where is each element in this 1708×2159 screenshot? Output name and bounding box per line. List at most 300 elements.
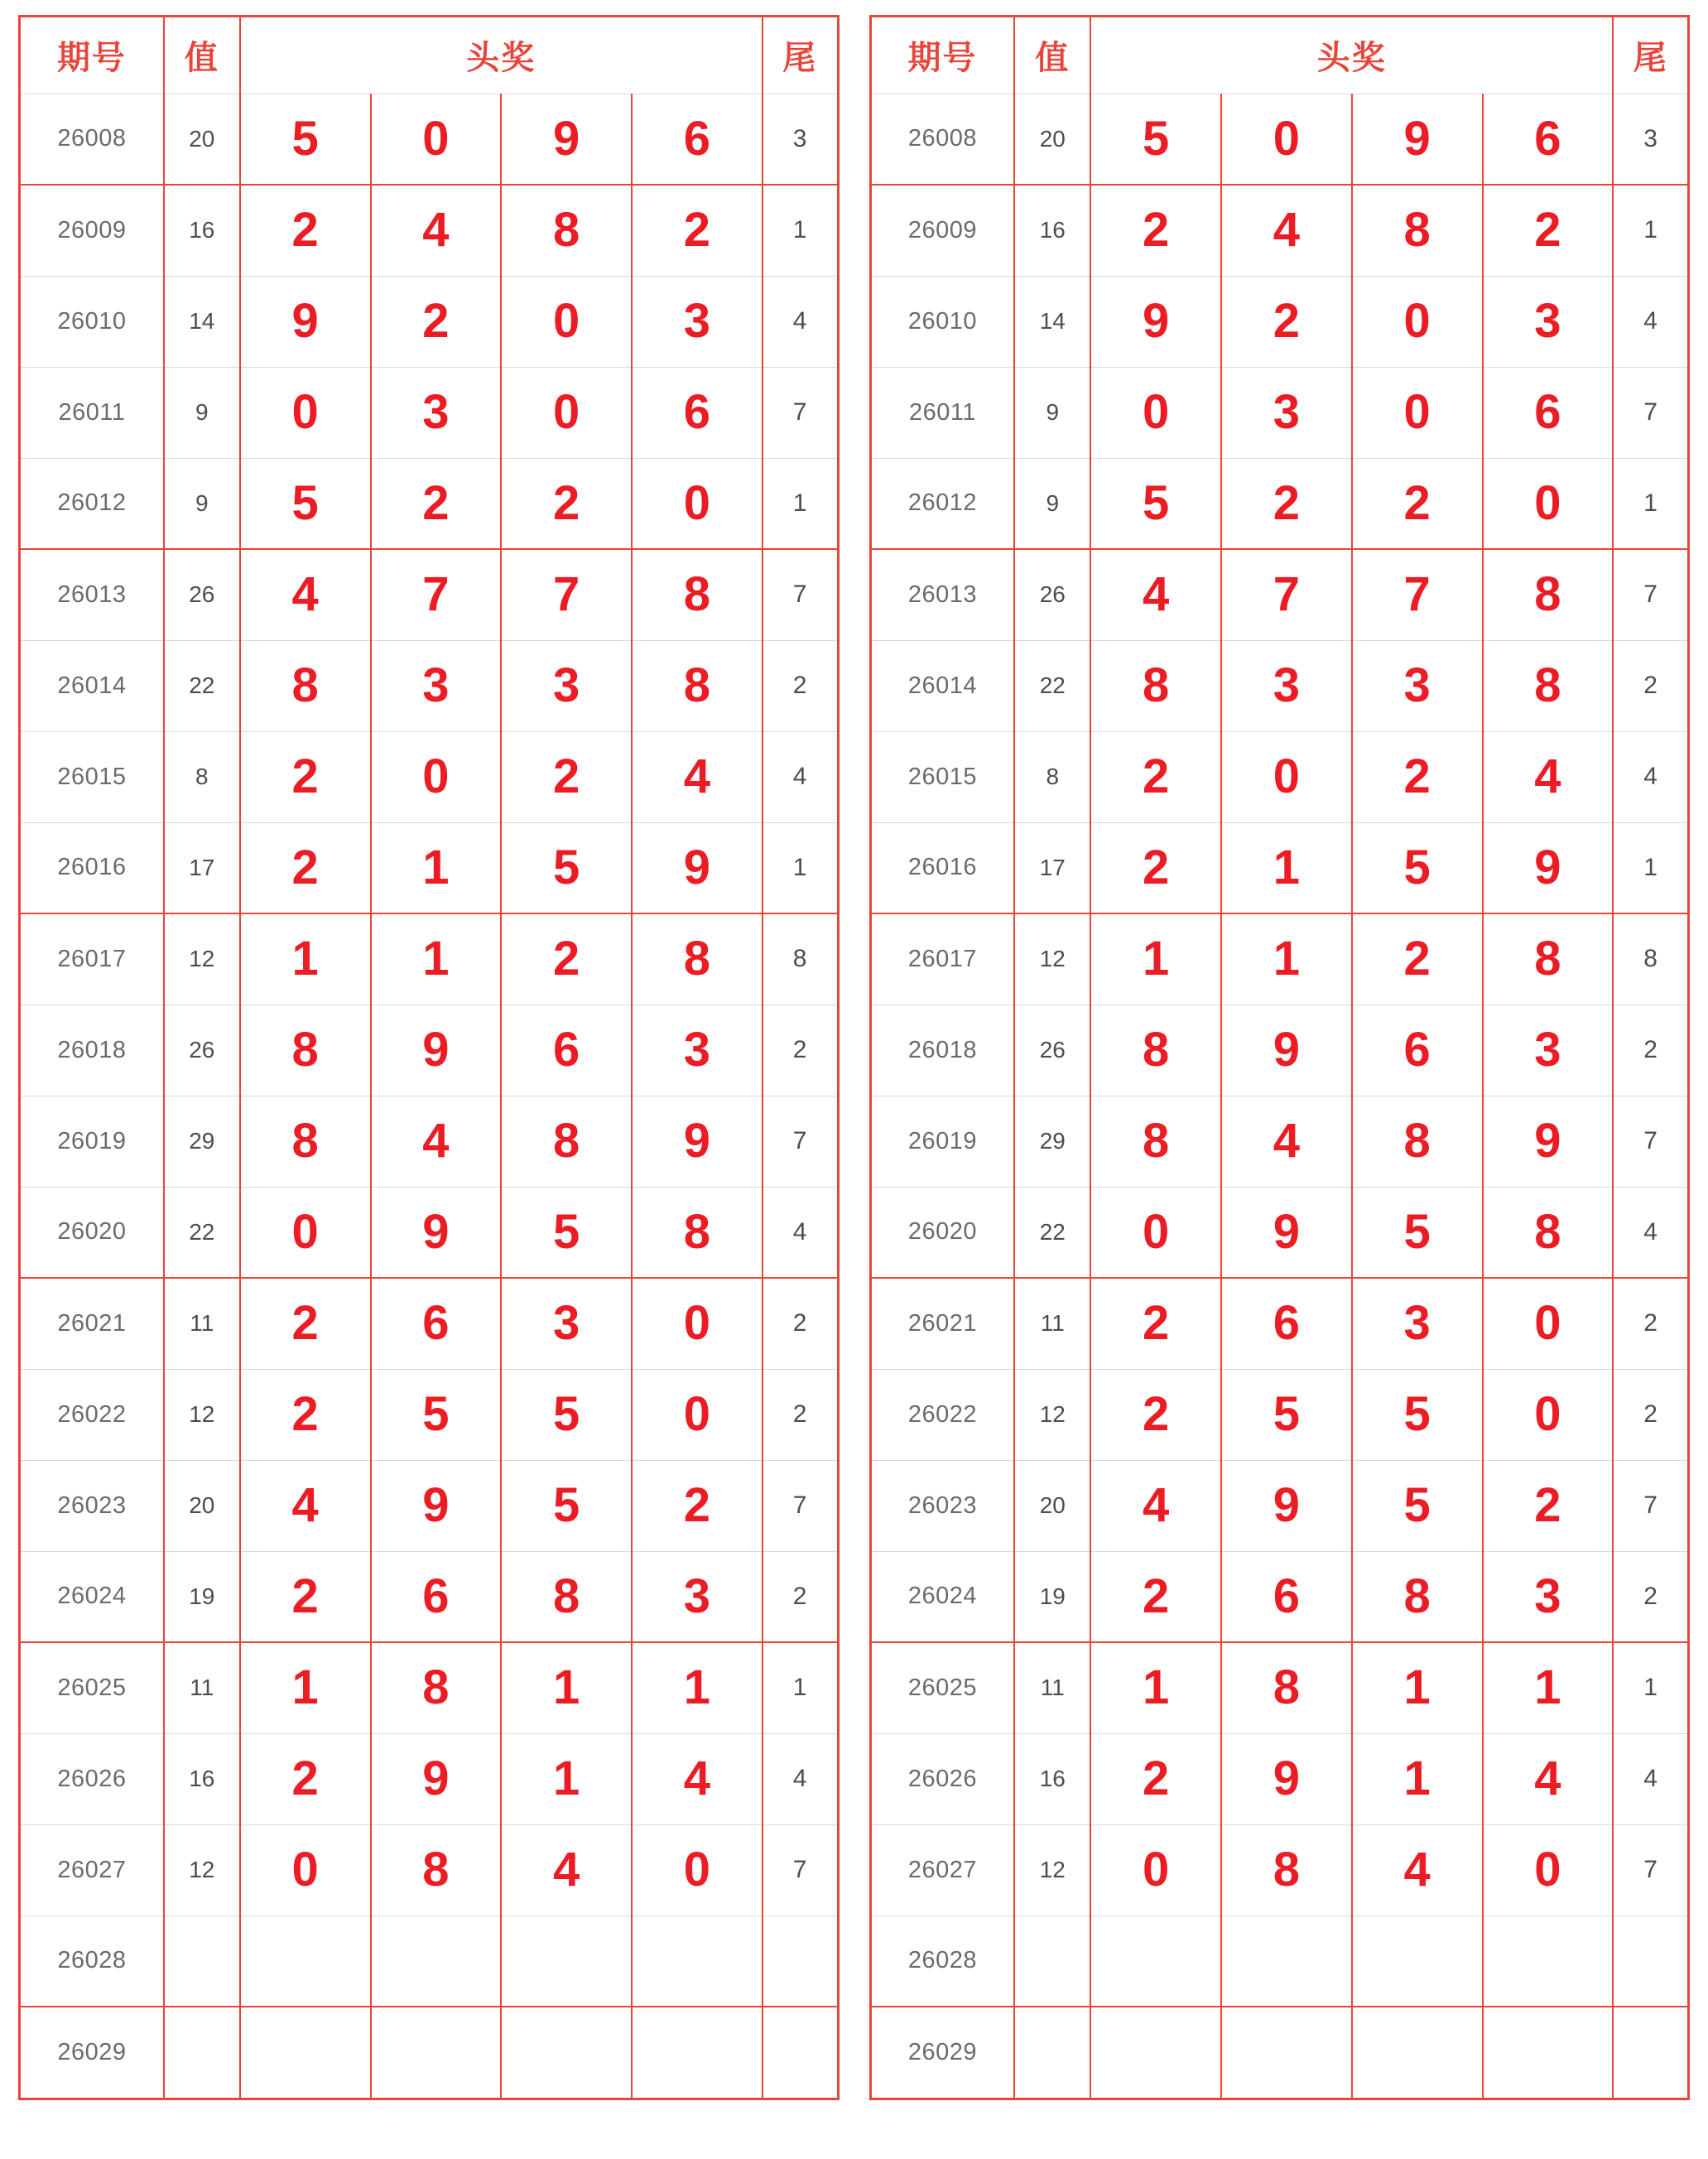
cell-digit-2: 0 xyxy=(371,94,502,185)
cell-digit-4: 3 xyxy=(632,1551,763,1642)
cell-digit-2: 0 xyxy=(1221,731,1352,822)
cell-digit-2: 9 xyxy=(1221,1005,1352,1096)
table-row xyxy=(872,1551,1688,1642)
header-row xyxy=(872,17,1688,94)
cell-issue: 26018 xyxy=(872,1005,1015,1096)
cell-tail: 7 xyxy=(763,1096,837,1187)
cell-digit-3: 5 xyxy=(1352,1369,1483,1460)
cell-tail: 2 xyxy=(763,1369,837,1460)
cell-issue: 26016 xyxy=(872,822,1015,913)
table-row xyxy=(872,458,1688,549)
cell-digit-2: 1 xyxy=(1221,822,1352,913)
cell-issue: 26013 xyxy=(21,549,164,640)
cell-issue: 26011 xyxy=(21,367,164,458)
table-row xyxy=(872,2007,1688,2098)
cell-value xyxy=(164,1916,240,2007)
cell-digit-1: 4 xyxy=(240,1460,371,1551)
cell-issue: 26027 xyxy=(21,1824,164,1916)
cell-tail: 2 xyxy=(763,1551,837,1642)
cell-tail: 4 xyxy=(1613,1733,1687,1824)
cell-tail: 2 xyxy=(1613,640,1687,731)
cell-digit-1: 8 xyxy=(240,1005,371,1096)
table-row xyxy=(872,640,1688,731)
cell-digit-4: 0 xyxy=(632,1278,763,1369)
table-row xyxy=(872,1005,1688,1096)
cell-digit-3: 3 xyxy=(501,1278,632,1369)
cell-digit-1: 2 xyxy=(240,1369,371,1460)
table-row xyxy=(21,185,837,276)
cell-digit-4: 8 xyxy=(632,913,763,1005)
cell-digit-1: 2 xyxy=(1090,822,1221,913)
cell-digit-4 xyxy=(1483,2007,1614,2098)
cell-value: 8 xyxy=(1014,731,1090,822)
cell-digit-1: 8 xyxy=(1090,640,1221,731)
cell-digit-1: 8 xyxy=(1090,1005,1221,1096)
cell-digit-1: 8 xyxy=(1090,1096,1221,1187)
cell-tail: 7 xyxy=(763,549,837,640)
cell-issue: 26026 xyxy=(872,1733,1015,1824)
header-tail: 尾 xyxy=(763,17,837,94)
cell-digit-1: 2 xyxy=(1090,1369,1221,1460)
cell-digit-4: 2 xyxy=(1483,185,1614,276)
cell-tail: 1 xyxy=(763,1642,837,1733)
cell-tail: 4 xyxy=(763,1733,837,1824)
cell-digit-1: 5 xyxy=(240,458,371,549)
cell-issue: 26015 xyxy=(872,731,1015,822)
cell-digit-4: 1 xyxy=(632,1642,763,1733)
cell-issue: 26009 xyxy=(21,185,164,276)
cell-digit-4: 0 xyxy=(632,458,763,549)
cell-digit-2: 9 xyxy=(1221,1460,1352,1551)
cell-digit-1: 5 xyxy=(240,94,371,185)
cell-digit-3: 5 xyxy=(501,1460,632,1551)
cell-digit-1: 1 xyxy=(1090,913,1221,1005)
cell-digit-3: 1 xyxy=(501,1642,632,1733)
cell-digit-1: 0 xyxy=(240,1187,371,1278)
cell-digit-4: 9 xyxy=(632,822,763,913)
cell-digit-3: 0 xyxy=(1352,276,1483,367)
cell-tail: 2 xyxy=(763,1005,837,1096)
cell-value: 12 xyxy=(1014,1369,1090,1460)
cell-digit-1: 2 xyxy=(1090,1551,1221,1642)
table-row xyxy=(872,1642,1688,1733)
cell-tail: 2 xyxy=(1613,1278,1687,1369)
cell-issue: 26022 xyxy=(21,1369,164,1460)
cell-tail: 7 xyxy=(1613,1824,1687,1916)
cell-issue: 26028 xyxy=(872,1916,1015,2007)
cell-digit-1: 4 xyxy=(1090,1460,1221,1551)
cell-digit-3: 4 xyxy=(501,1824,632,1916)
table-row xyxy=(21,1460,837,1551)
cell-digit-4 xyxy=(632,2007,763,2098)
cell-digit-4: 4 xyxy=(632,1733,763,1824)
cell-digit-3 xyxy=(1352,2007,1483,2098)
cell-digit-1: 2 xyxy=(1090,1733,1221,1824)
cell-tail: 2 xyxy=(763,1278,837,1369)
cell-digit-3: 1 xyxy=(1352,1642,1483,1733)
cell-issue: 26020 xyxy=(21,1187,164,1278)
cell-digit-2 xyxy=(1221,1916,1352,2007)
cell-digit-2: 8 xyxy=(1221,1642,1352,1733)
cell-issue: 26015 xyxy=(21,731,164,822)
cell-digit-3: 9 xyxy=(1352,94,1483,185)
cell-value: 19 xyxy=(1014,1551,1090,1642)
table-row xyxy=(872,731,1688,822)
cell-digit-3: 1 xyxy=(1352,1733,1483,1824)
cell-digit-2: 6 xyxy=(1221,1278,1352,1369)
left-panel xyxy=(18,15,840,2100)
header-row xyxy=(21,17,837,94)
cell-digit-2: 6 xyxy=(371,1551,502,1642)
cell-value: 17 xyxy=(164,822,240,913)
cell-issue: 26012 xyxy=(21,458,164,549)
cell-digit-3: 5 xyxy=(1352,822,1483,913)
cell-digit-1: 4 xyxy=(1090,549,1221,640)
cell-tail: 4 xyxy=(763,1187,837,1278)
table-row xyxy=(872,1096,1688,1187)
cell-digit-4: 8 xyxy=(1483,549,1614,640)
table-row xyxy=(21,1369,837,1460)
cell-value: 26 xyxy=(1014,1005,1090,1096)
cell-tail: 1 xyxy=(763,458,837,549)
cell-digit-4: 8 xyxy=(632,1187,763,1278)
cell-tail: 2 xyxy=(1613,1551,1687,1642)
cell-value: 9 xyxy=(1014,367,1090,458)
table-row xyxy=(21,1733,837,1824)
cell-digit-4: 8 xyxy=(1483,913,1614,1005)
cell-digit-3: 8 xyxy=(1352,1551,1483,1642)
table-row xyxy=(21,276,837,367)
cell-issue: 26014 xyxy=(21,640,164,731)
cell-tail xyxy=(1613,1916,1687,2007)
cell-digit-3 xyxy=(1352,1916,1483,2007)
cell-digit-3: 2 xyxy=(501,458,632,549)
cell-digit-3: 2 xyxy=(501,913,632,1005)
table-row xyxy=(872,185,1688,276)
cell-issue: 26024 xyxy=(21,1551,164,1642)
cell-digit-3: 5 xyxy=(501,822,632,913)
table-body-left xyxy=(21,94,837,2098)
cell-tail: 7 xyxy=(1613,367,1687,458)
cell-digit-1: 0 xyxy=(1090,367,1221,458)
cell-digit-2: 3 xyxy=(371,640,502,731)
table-row xyxy=(872,822,1688,913)
cell-tail: 8 xyxy=(1613,913,1687,1005)
cell-digit-4: 8 xyxy=(1483,640,1614,731)
cell-value: 12 xyxy=(164,1824,240,1916)
cell-digit-4: 6 xyxy=(1483,94,1614,185)
cell-value: 14 xyxy=(1014,276,1090,367)
cell-value xyxy=(164,2007,240,2098)
cell-issue: 26013 xyxy=(872,549,1015,640)
cell-tail: 4 xyxy=(1613,276,1687,367)
cell-digit-1: 8 xyxy=(240,640,371,731)
table-row xyxy=(21,1824,837,1916)
cell-value: 26 xyxy=(164,549,240,640)
cell-digit-1: 2 xyxy=(1090,1278,1221,1369)
table-row xyxy=(872,1916,1688,2007)
cell-digit-2: 9 xyxy=(371,1460,502,1551)
cell-digit-4 xyxy=(632,1916,763,2007)
table-row xyxy=(21,549,837,640)
cell-value: 22 xyxy=(164,640,240,731)
cell-value: 22 xyxy=(1014,640,1090,731)
table-row xyxy=(872,1278,1688,1369)
cell-tail: 1 xyxy=(763,185,837,276)
cell-value: 29 xyxy=(164,1096,240,1187)
cell-digit-3: 0 xyxy=(501,367,632,458)
cell-digit-4: 8 xyxy=(632,549,763,640)
cell-digit-2: 7 xyxy=(1221,549,1352,640)
cell-digit-4: 3 xyxy=(1483,276,1614,367)
cell-digit-1: 5 xyxy=(1090,94,1221,185)
cell-issue: 26025 xyxy=(872,1642,1015,1733)
cell-value: 19 xyxy=(164,1551,240,1642)
cell-digit-1: 2 xyxy=(240,1551,371,1642)
cell-digit-4: 8 xyxy=(1483,1187,1614,1278)
cell-digit-4: 3 xyxy=(1483,1551,1614,1642)
cell-tail: 1 xyxy=(1613,1642,1687,1733)
cell-digit-2: 1 xyxy=(371,913,502,1005)
cell-digit-3: 1 xyxy=(501,1733,632,1824)
cell-digit-2: 8 xyxy=(1221,1824,1352,1916)
cell-tail: 7 xyxy=(1613,549,1687,640)
cell-digit-4: 0 xyxy=(632,1369,763,1460)
cell-digit-2: 4 xyxy=(371,1096,502,1187)
table-row xyxy=(21,1551,837,1642)
cell-digit-4: 4 xyxy=(632,731,763,822)
cell-tail: 4 xyxy=(1613,731,1687,822)
cell-digit-2: 9 xyxy=(1221,1187,1352,1278)
cell-digit-4: 2 xyxy=(632,1460,763,1551)
cell-issue: 26020 xyxy=(872,1187,1015,1278)
lottery-table xyxy=(21,17,837,2098)
cell-digit-1: 1 xyxy=(1090,1642,1221,1733)
cell-digit-3: 2 xyxy=(1352,913,1483,1005)
cell-value xyxy=(1014,2007,1090,2098)
cell-digit-3: 8 xyxy=(501,1096,632,1187)
cell-tail xyxy=(763,1916,837,2007)
cell-digit-1: 1 xyxy=(240,1642,371,1733)
cell-tail: 3 xyxy=(763,94,837,185)
cell-digit-4: 8 xyxy=(632,640,763,731)
cell-digit-3: 5 xyxy=(1352,1187,1483,1278)
cell-digit-4: 4 xyxy=(1483,1733,1614,1824)
cell-tail: 2 xyxy=(1613,1369,1687,1460)
table-row xyxy=(872,1369,1688,1460)
cell-digit-3: 4 xyxy=(1352,1824,1483,1916)
header-value: 值 xyxy=(1014,17,1090,94)
cell-digit-2: 5 xyxy=(1221,1369,1352,1460)
cell-digit-3: 3 xyxy=(1352,1278,1483,1369)
cell-issue: 26025 xyxy=(21,1642,164,1733)
cell-value: 22 xyxy=(164,1187,240,1278)
cell-digit-2: 2 xyxy=(1221,276,1352,367)
cell-issue: 26019 xyxy=(21,1096,164,1187)
table-row xyxy=(872,549,1688,640)
cell-digit-4: 9 xyxy=(1483,1096,1614,1187)
cell-issue: 26023 xyxy=(872,1460,1015,1551)
cell-digit-2: 9 xyxy=(371,1733,502,1824)
table-row xyxy=(872,367,1688,458)
cell-tail: 7 xyxy=(1613,1460,1687,1551)
cell-value: 12 xyxy=(164,1369,240,1460)
cell-digit-3 xyxy=(501,2007,632,2098)
header-prize: 头奖 xyxy=(240,17,763,94)
cell-tail: 2 xyxy=(1613,1005,1687,1096)
cell-digit-4: 6 xyxy=(632,367,763,458)
cell-digit-3: 7 xyxy=(501,549,632,640)
cell-digit-1: 0 xyxy=(1090,1187,1221,1278)
cell-digit-2: 1 xyxy=(1221,913,1352,1005)
right-panel xyxy=(869,15,1691,2100)
cell-digit-1: 2 xyxy=(1090,185,1221,276)
cell-digit-2: 6 xyxy=(371,1278,502,1369)
cell-digit-2: 4 xyxy=(1221,185,1352,276)
cell-issue: 26029 xyxy=(872,2007,1015,2098)
cell-digit-1: 0 xyxy=(240,1824,371,1916)
cell-issue: 26010 xyxy=(21,276,164,367)
table-header xyxy=(21,17,837,94)
cell-tail: 1 xyxy=(1613,458,1687,549)
cell-digit-4: 3 xyxy=(1483,1005,1614,1096)
table-row xyxy=(21,1916,837,2007)
cell-digit-4: 6 xyxy=(1483,367,1614,458)
cell-issue: 26017 xyxy=(872,913,1015,1005)
cell-value: 9 xyxy=(164,367,240,458)
cell-value: 11 xyxy=(164,1278,240,1369)
table-row xyxy=(872,913,1688,1005)
cell-issue: 26016 xyxy=(21,822,164,913)
table-row xyxy=(21,640,837,731)
table-row xyxy=(21,913,837,1005)
cell-value: 11 xyxy=(1014,1278,1090,1369)
cell-digit-3: 3 xyxy=(501,640,632,731)
cell-digit-3: 2 xyxy=(1352,731,1483,822)
cell-digit-3 xyxy=(501,1916,632,2007)
cell-tail: 1 xyxy=(763,822,837,913)
cell-digit-4: 0 xyxy=(1483,1278,1614,1369)
cell-issue: 26026 xyxy=(21,1733,164,1824)
table-row xyxy=(21,2007,837,2098)
cell-issue: 26023 xyxy=(21,1460,164,1551)
cell-issue: 26012 xyxy=(872,458,1015,549)
cell-value: 12 xyxy=(1014,913,1090,1005)
cell-digit-1 xyxy=(1090,1916,1221,2007)
cell-digit-4: 2 xyxy=(1483,1460,1614,1551)
cell-value: 22 xyxy=(1014,1187,1090,1278)
cell-digit-2: 4 xyxy=(1221,1096,1352,1187)
header-tail: 尾 xyxy=(1613,17,1687,94)
cell-digit-4: 3 xyxy=(632,1005,763,1096)
table-row xyxy=(872,1733,1688,1824)
cell-issue: 26027 xyxy=(872,1824,1015,1916)
cell-value: 9 xyxy=(164,458,240,549)
cell-tail: 4 xyxy=(763,276,837,367)
table-row xyxy=(872,1187,1688,1278)
cell-value: 11 xyxy=(1014,1642,1090,1733)
cell-value xyxy=(1014,1916,1090,2007)
cell-digit-1: 4 xyxy=(240,549,371,640)
cell-digit-3: 5 xyxy=(501,1187,632,1278)
cell-issue: 26017 xyxy=(21,913,164,1005)
cell-tail xyxy=(1613,2007,1687,2098)
cell-digit-3: 7 xyxy=(1352,549,1483,640)
cell-digit-1: 2 xyxy=(240,185,371,276)
cell-digit-2: 6 xyxy=(1221,1551,1352,1642)
table-row xyxy=(21,458,837,549)
table-row xyxy=(872,276,1688,367)
cell-digit-3: 5 xyxy=(1352,1460,1483,1551)
cell-digit-2: 7 xyxy=(371,549,502,640)
cell-digit-4: 3 xyxy=(632,276,763,367)
cell-digit-1: 2 xyxy=(1090,731,1221,822)
table-row xyxy=(21,822,837,913)
cell-tail: 1 xyxy=(1613,822,1687,913)
cell-tail: 7 xyxy=(1613,1096,1687,1187)
cell-tail: 7 xyxy=(763,1460,837,1551)
table-header xyxy=(872,17,1688,94)
cell-digit-2: 2 xyxy=(371,276,502,367)
header-issue: 期号 xyxy=(872,17,1015,94)
table-row xyxy=(21,1096,837,1187)
cell-value: 9 xyxy=(1014,458,1090,549)
cell-digit-1 xyxy=(240,1916,371,2007)
cell-issue: 26029 xyxy=(21,2007,164,2098)
cell-value: 16 xyxy=(164,1733,240,1824)
cell-value: 20 xyxy=(164,1460,240,1551)
cell-digit-4: 1 xyxy=(1483,1642,1614,1733)
cell-value: 12 xyxy=(164,913,240,1005)
cell-digit-2 xyxy=(371,1916,502,2007)
cell-digit-2: 1 xyxy=(371,822,502,913)
cell-issue: 26014 xyxy=(872,640,1015,731)
cell-value: 12 xyxy=(1014,1824,1090,1916)
cell-digit-2: 8 xyxy=(371,1824,502,1916)
cell-issue: 26018 xyxy=(21,1005,164,1096)
cell-digit-3: 8 xyxy=(501,185,632,276)
cell-value: 16 xyxy=(1014,185,1090,276)
cell-digit-2 xyxy=(1221,2007,1352,2098)
cell-digit-2 xyxy=(371,2007,502,2098)
cell-value: 8 xyxy=(164,731,240,822)
cell-digit-1: 1 xyxy=(240,913,371,1005)
cell-issue: 26021 xyxy=(21,1278,164,1369)
cell-digit-1: 9 xyxy=(1090,276,1221,367)
cell-value: 26 xyxy=(1014,549,1090,640)
cell-digit-2: 4 xyxy=(371,185,502,276)
cell-digit-4: 2 xyxy=(632,185,763,276)
cell-digit-1: 2 xyxy=(240,1733,371,1824)
cell-issue: 26021 xyxy=(872,1278,1015,1369)
cell-tail: 4 xyxy=(1613,1187,1687,1278)
cell-digit-2: 3 xyxy=(371,367,502,458)
cell-value: 29 xyxy=(1014,1096,1090,1187)
cell-digit-2: 8 xyxy=(371,1642,502,1733)
table-row xyxy=(21,1642,837,1733)
cell-tail: 4 xyxy=(763,731,837,822)
cell-value: 20 xyxy=(1014,1460,1090,1551)
cell-digit-4: 6 xyxy=(632,94,763,185)
cell-digit-1: 0 xyxy=(1090,1824,1221,1916)
cell-issue: 26010 xyxy=(872,276,1015,367)
cell-digit-2: 0 xyxy=(371,731,502,822)
cell-digit-2: 9 xyxy=(1221,1733,1352,1824)
cell-digit-1 xyxy=(240,2007,371,2098)
cell-value: 16 xyxy=(1014,1733,1090,1824)
cell-digit-1: 2 xyxy=(240,731,371,822)
cell-digit-1 xyxy=(1090,2007,1221,2098)
